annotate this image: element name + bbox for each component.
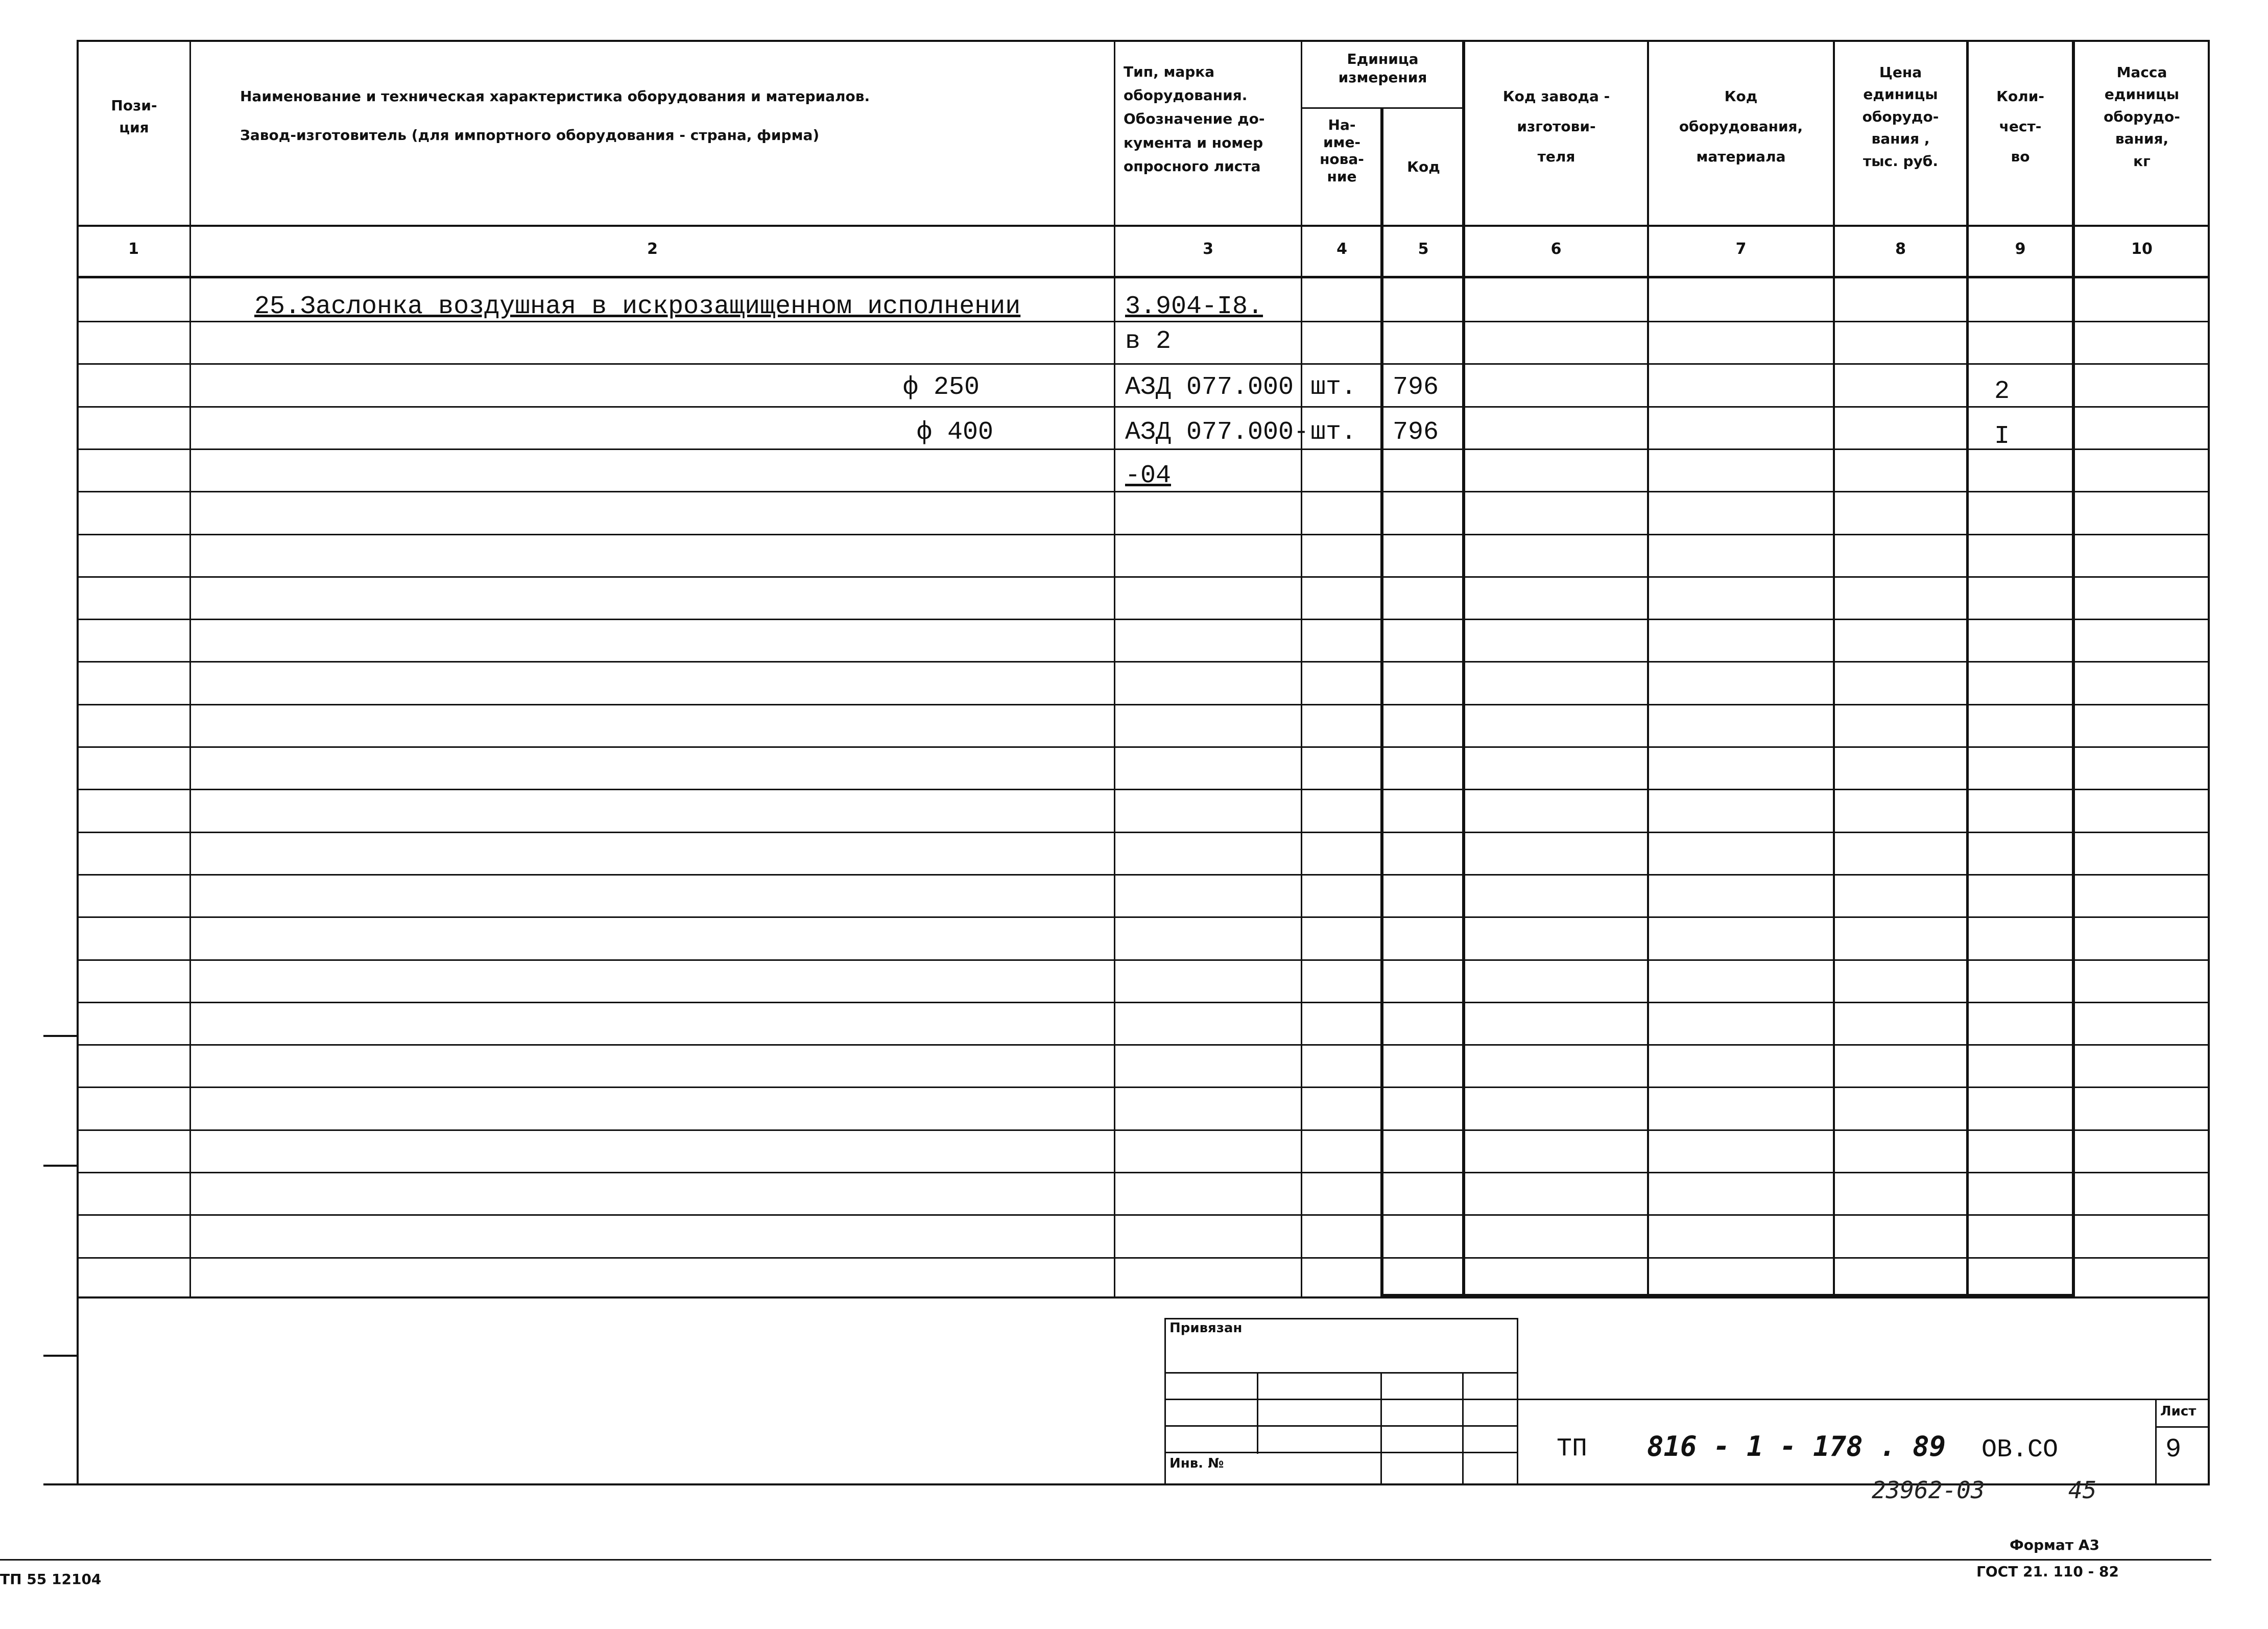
row-line xyxy=(78,1257,2209,1259)
row-line xyxy=(78,1002,2209,1003)
col-line-bold xyxy=(2072,41,2075,1299)
stamp-vline xyxy=(1380,1372,1382,1484)
colnum-5: 5 xyxy=(1418,240,1429,258)
sheet-box-divider xyxy=(2155,1426,2209,1428)
col-line-bold xyxy=(1462,41,1465,1299)
footer-line xyxy=(0,1559,2211,1561)
entry-doc-line1: 3.904-I8. xyxy=(1125,292,1263,321)
row-line xyxy=(78,576,2209,578)
header-unit-name: На- име- нова- ние xyxy=(1320,116,1364,185)
stamp-inv: Инв. № xyxy=(1169,1456,1224,1471)
entry-doc-line2: в 2 xyxy=(1125,327,1172,356)
stamp-box-right xyxy=(1517,1318,1518,1484)
footer-gost: ГОСТ 21. 110 - 82 xyxy=(1976,1563,2119,1580)
col-line xyxy=(1833,41,1835,1299)
row-line xyxy=(78,1044,2209,1046)
stamp-line xyxy=(1164,1399,2209,1400)
frame-top xyxy=(78,40,2210,42)
header-qty: Коли- чест- во xyxy=(1996,88,2044,165)
sheet-label: Лист xyxy=(2160,1404,2197,1419)
col-line-bold xyxy=(1380,107,1383,1299)
header-price: Цена единицы оборудо- вания , тыс. руб. xyxy=(1862,64,1939,170)
row-line xyxy=(78,832,2209,833)
footer-format: Формат А3 xyxy=(2010,1537,2099,1553)
unit-group-divider xyxy=(1301,107,1463,109)
row-line xyxy=(78,619,2209,620)
doc-suffix: ОВ.СО xyxy=(1981,1435,2059,1465)
entry-code-1: 796 xyxy=(1393,373,1439,402)
row-line xyxy=(78,448,2209,450)
sheet-number: 9 xyxy=(2165,1434,2182,1465)
header-unit-code: Код xyxy=(1407,158,1440,175)
header-name: Наименование и техническая характеристика оборудования и материалов. Завод-изготовитель (для импортного оборудования - страна, фирма) xyxy=(240,88,870,144)
footer-tp-code: ТП 55 12104 xyxy=(0,1571,102,1588)
doc-prefix: ТП xyxy=(1557,1434,1588,1463)
col-line xyxy=(1114,41,1115,1299)
colnum-7: 7 xyxy=(1735,240,1747,258)
row-line xyxy=(78,789,2209,790)
entry-title: 25.Заслонка воздушная в искрозащищенном исполнении xyxy=(254,292,1021,321)
stamp-vline xyxy=(1257,1372,1258,1454)
header-bottom-line xyxy=(78,225,2209,227)
colnum-10: 10 xyxy=(2131,240,2153,258)
row-line xyxy=(78,534,2209,535)
colnum-6: 6 xyxy=(1550,240,1562,258)
stamp-box-left xyxy=(1164,1318,1166,1484)
row-line xyxy=(78,959,2209,961)
header-unit-group: Единица измерения xyxy=(1338,51,1427,86)
entry-unit-1: шт. xyxy=(1310,373,1357,402)
row-line xyxy=(78,1087,2209,1088)
row-line xyxy=(78,363,2209,365)
entry-mark-1: АЗД 077.000 xyxy=(1125,373,1294,402)
header-mass: Масса единицы оборудо- вания, кг xyxy=(2104,64,2180,170)
row-line xyxy=(78,704,2209,705)
entry-qty-2: I xyxy=(1994,422,2010,451)
stamp-vline xyxy=(1462,1372,1464,1484)
row-line xyxy=(78,874,2209,876)
row-line xyxy=(78,406,2209,408)
colnum-9: 9 xyxy=(2015,240,2026,258)
col-line xyxy=(1301,41,1302,1299)
header-type: Тип, марка оборудования. Обозначение до- кумента и номер опросного листа xyxy=(1124,63,1265,175)
doc-number: 816 - 1 - 178 . 89 xyxy=(1647,1430,1946,1462)
handwritten-archive-number: 23962-03 xyxy=(1872,1476,1985,1504)
header-factory-code: Код завода - изготови- теля xyxy=(1502,88,1610,165)
header-pos: Пози- ция xyxy=(111,97,157,136)
row-line xyxy=(78,1172,2209,1173)
entry-size-2: ф 400 xyxy=(917,418,994,447)
row-line xyxy=(78,1129,2209,1131)
colnum-3: 3 xyxy=(1203,240,1213,258)
colnum-4: 4 xyxy=(1336,240,1347,258)
colnum-2: 2 xyxy=(647,240,658,258)
entry-size-1: ф 250 xyxy=(903,373,980,402)
row-line xyxy=(78,1214,2209,1216)
col-line-bold xyxy=(1966,41,1969,1299)
numbers-row-line xyxy=(78,276,2209,278)
stamp-line xyxy=(1164,1425,1518,1427)
row-line xyxy=(78,916,2209,918)
stamp-box-top xyxy=(1164,1318,1518,1319)
stamp-privyazan: Привязан xyxy=(1169,1320,1243,1336)
row-line xyxy=(78,491,2209,492)
colnum-8: 8 xyxy=(1895,240,1906,258)
row-line xyxy=(78,661,2209,663)
stamp-line xyxy=(1164,1452,1518,1453)
margin-tick xyxy=(43,1035,78,1037)
handwritten-page-number: 45 xyxy=(2068,1476,2097,1504)
entry-qty-1: 2 xyxy=(1994,377,2010,406)
bold-bottom-segment xyxy=(1380,1294,2073,1297)
row-line xyxy=(78,746,2209,748)
stamp-line xyxy=(1164,1372,1518,1374)
sheet-box-left xyxy=(2155,1399,2157,1485)
margin-tick xyxy=(43,1165,78,1167)
entry-mark-2: АЗД 077.000- xyxy=(1125,418,1309,447)
col-line xyxy=(189,41,191,1299)
colnum-1: 1 xyxy=(128,240,139,258)
margin-tick xyxy=(43,1355,78,1357)
col-line xyxy=(1647,41,1649,1299)
entry-code-2: 796 xyxy=(1393,418,1439,447)
header-equip-code: Код оборудования, материала xyxy=(1679,88,1803,165)
entry-unit-2: шт. xyxy=(1310,418,1357,447)
entry-mark-2-cont: -04 xyxy=(1125,461,1172,490)
